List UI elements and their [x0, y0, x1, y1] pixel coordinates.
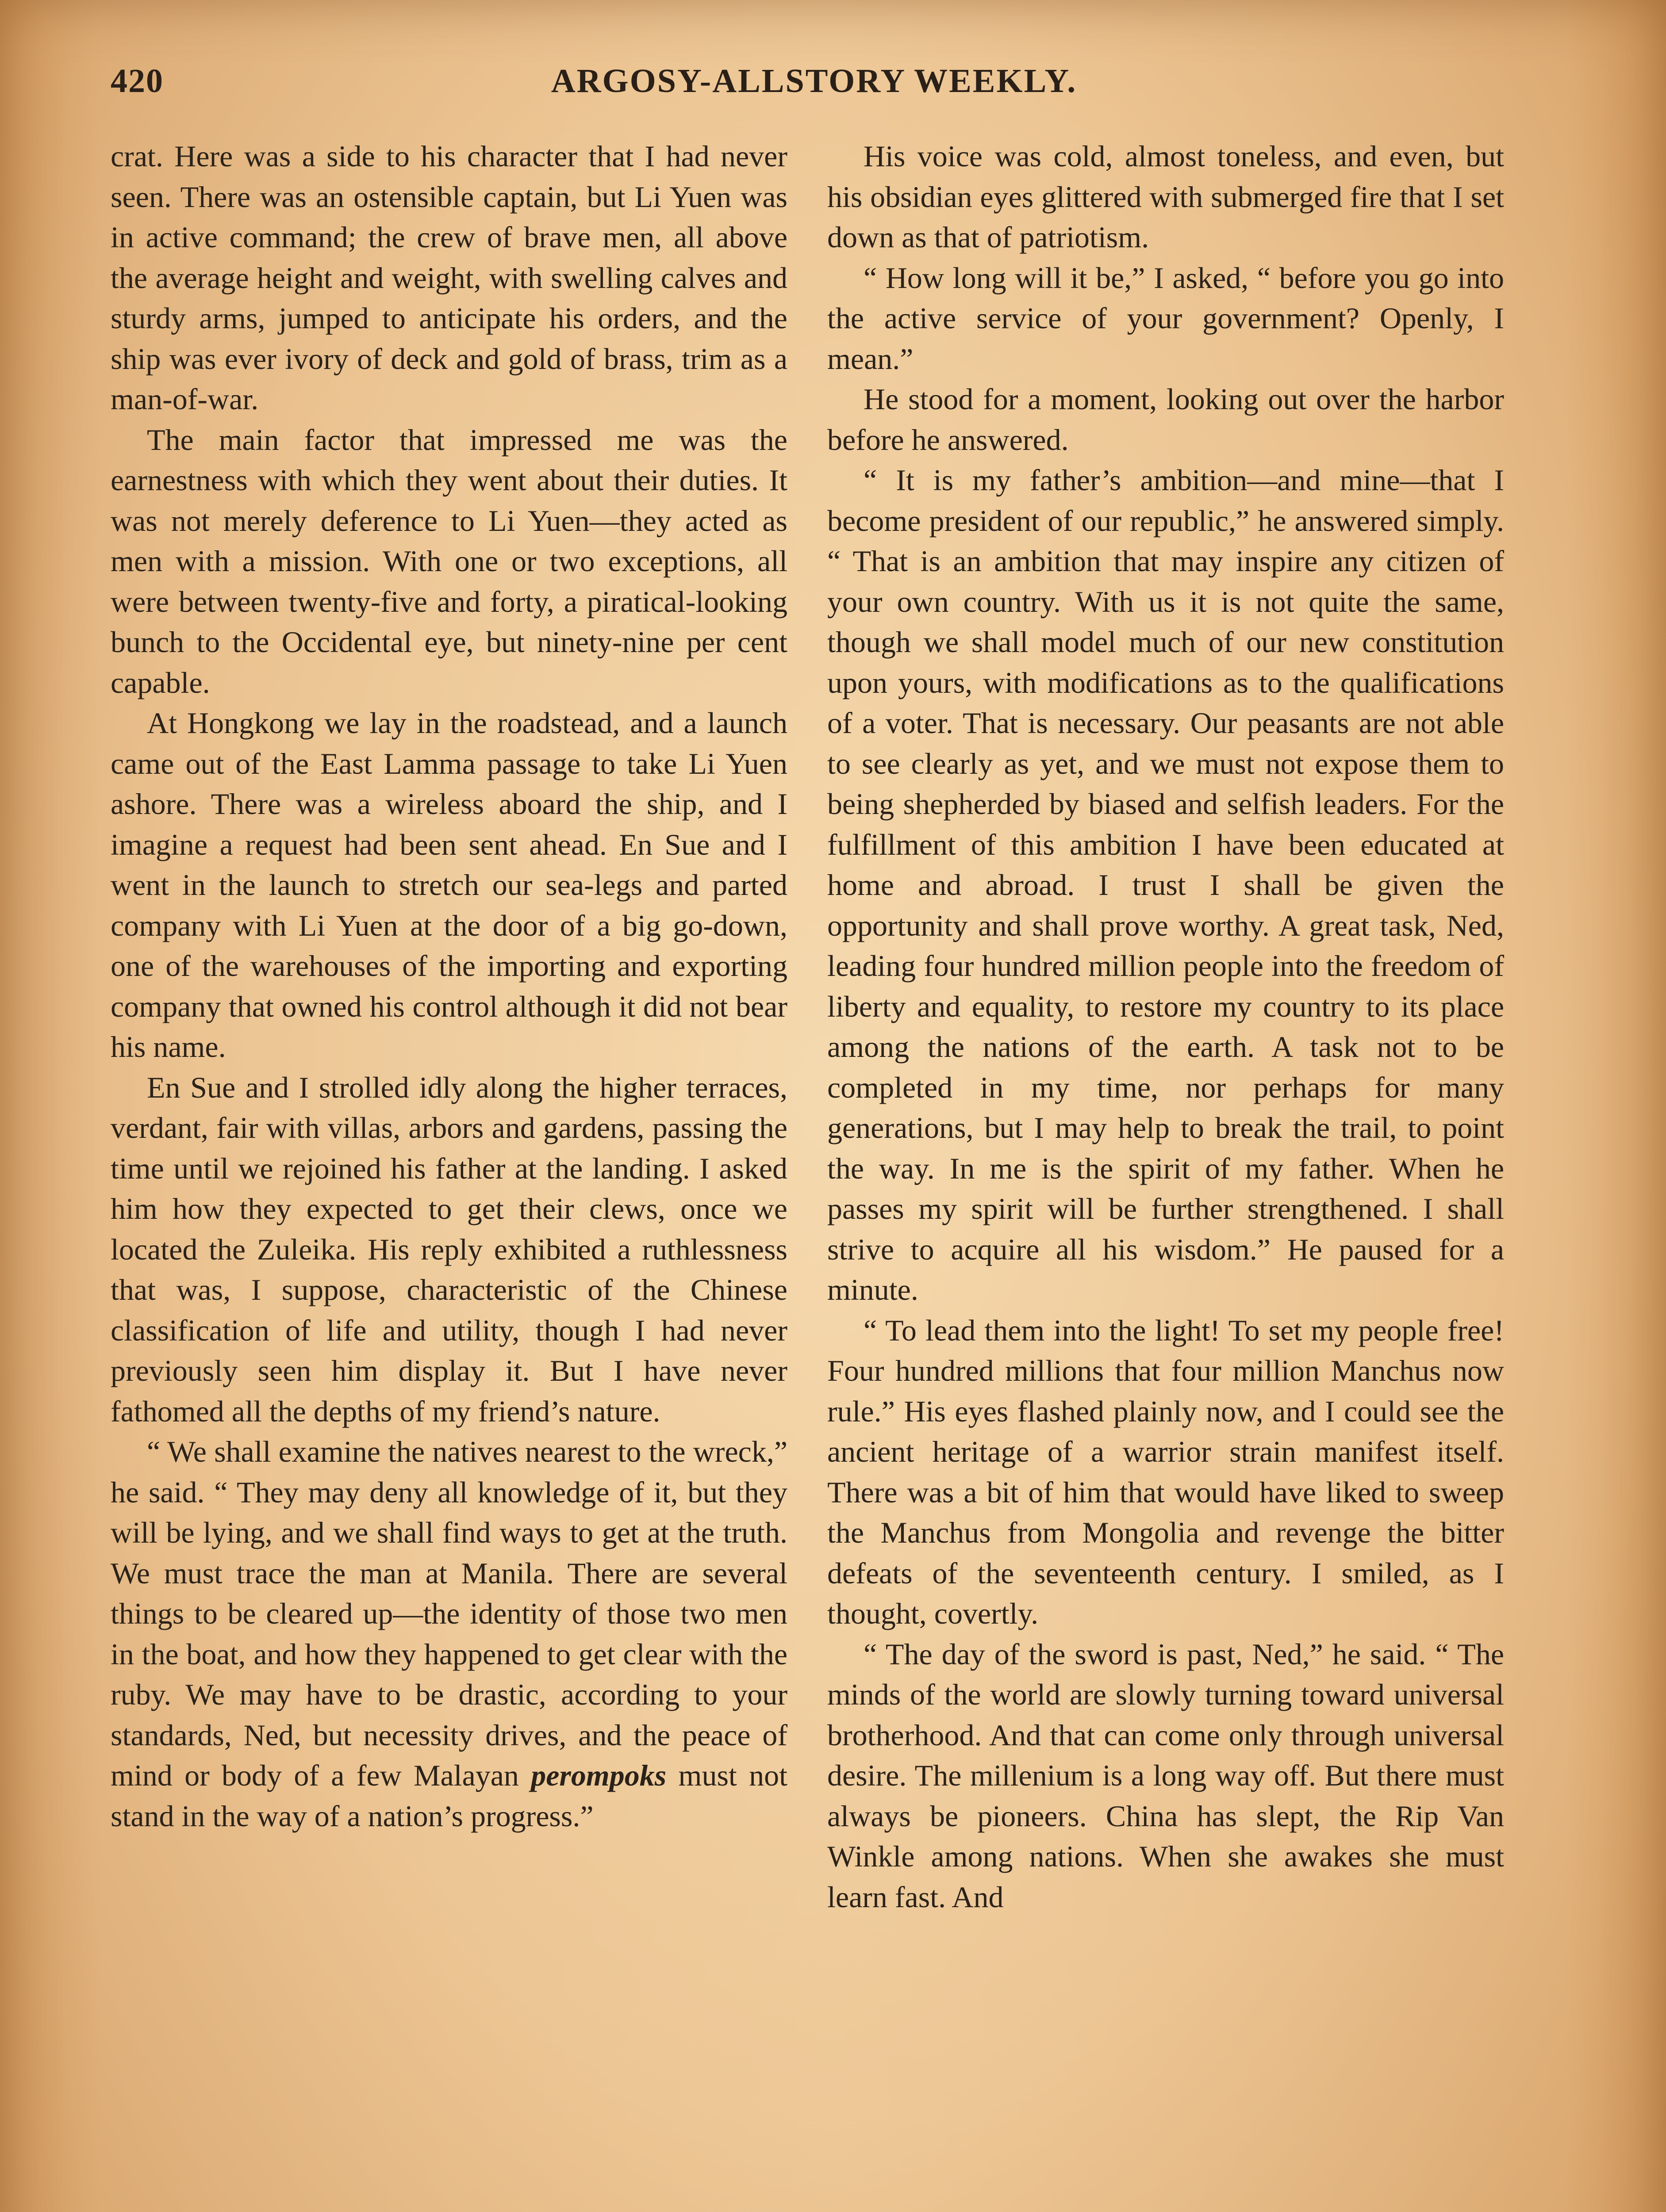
left-paragraph-1: crat. Here was a side to his character that I had never seen. There was an ostensible captain, but Li Yuen was in active command; the crew of brave men, all above the average height and weight, with swelling calves and sturdy arms, jumped to anticipate his orders, and the ship was ever ivory of deck and gold of brass, trim as a man-of-war. [111, 139, 787, 416]
left-paragraph-2: The main factor that impressed me was the earnestness with which they went about their duties. It was not merely deference to Li Yuen—they acted as men with a mission. With one or two exceptions, all were between twenty-five and forty, a piratical-looking bunch to the Occidental eye, but ninety-nine per cent capable. [111, 422, 787, 699]
left-paragraph-4: En Sue and I strolled idly along the higher terraces, verdant, fair with villas, arbors and gardens, passing the time until we rejoined his father at the landing. I asked him how they expected to get their clews, once we located the Zuleika. His reply exhibited a ruthlessness that was, I suppose, characteristic of the Chinese classification of life and utility, though I had never previously seen him display it. But I have never fathomed all the depths of my friend’s nature. [111, 1070, 787, 1428]
page-number: 420 [111, 62, 164, 100]
left-paragraph-5 [111, 1432, 787, 1836]
right-paragraph-5: “ To lead them into the light! To set my people free! Four hundred millions that four million Manchus now rule.” His eyes flashed plainly now, and I could see the ancient heritage of a warrior strain manifest itself. There was a bit of him that would have liked to sweep the Manchus from Mongolia and revenge the bitter defeats of the seventeenth century. I smiled, as I thought, covertly. [827, 1313, 1504, 1630]
left-column [111, 136, 787, 1836]
right-paragraph-3: He stood for a moment, looking out over the harbor before he answered. [827, 382, 1504, 457]
left-paragraph-5-text-b: must not stand in the way of a nation’s progress.” [111, 1759, 788, 1833]
right-paragraph-6: “ The day of the sword is past, Ned,” he said. “ The minds of the world are slowly turning toward universal brotherhood. And that can come only through universal desire. The millenium is a long way off. But there must always be pioneers. China has slept, the Rip Van Winkle among nations. When she awakes she must learn fast. And [827, 1637, 1504, 1914]
right-column [827, 136, 1504, 1917]
right-paragraph-1: His voice was cold, almost toneless, and even, but his obsidian eyes glittered with submerged fire that I set down as that of patriotism. [827, 139, 1504, 254]
left-paragraph-5-text-a: “ We shall examine the natives nearest to the wreck,” he said. “ They may deny all knowledge of it, but they will be lying, and we shall find ways to get at the truth. We must trace the man at Manila. There are several things to be cleared up—the identity of those two men in the boat, and how they happened to get clear with the ruby. We may have to be drastic, according to your standards, Ned, but necessity drives, and the peace of mind or body of a few Malayan [111, 1435, 787, 1792]
left-paragraph-3: At Hongkong we lay in the roadstead, and a launch came out of the East Lamma passage to take Li Yuen ashore. There was a wireless aboard the ship, and I imagine a request had been sent ahead. En Sue and I went in the launch to stretch our sea-legs and parted company with Li Yuen at the door of a big go-down, one of the warehouses of the importing and exporting company that owned his control although it did not bear his name. [111, 706, 787, 1064]
right-paragraph-4: “ It is my father’s ambition—and mine—that I become president of our republic,” he answered simply. “ That is an ambition that may inspire any citizen of your own country. With us it is not quite the same, though we shall model much of our new constitution upon yours, with modifications as to the qualifications of a voter. That is necessary. Our peasants are not able to see clearly as yet, and we must not expose them to being shepherded by biased and selfish leaders. For the fulfillment of this ambition I have been educated at home and abroad. I trust I shall be given the opportunity and shall prove worthy. A great task, Ned, leading four hundred million people into the freedom of liberty and equality, to restore my country to its place among the nations of the earth. A task not to be completed in my time, nor perhaps for many generations, but I may help to break the trail, to point the way. In me is the spirit of my father. When he passes my spirit will be further strengthened. I shall strive to acquire all his wisdom.” He paused for a minute. [827, 463, 1504, 1306]
right-paragraph-2: “ How long will it be,” I asked, “ before you go into the active service of your government? Openly, I mean.” [827, 261, 1504, 376]
running-title: ARGOSY-ALLSTORY WEEKLY. [551, 62, 1077, 100]
page-header [111, 53, 1517, 115]
left-paragraph-5-italic: perompoks [531, 1759, 667, 1792]
